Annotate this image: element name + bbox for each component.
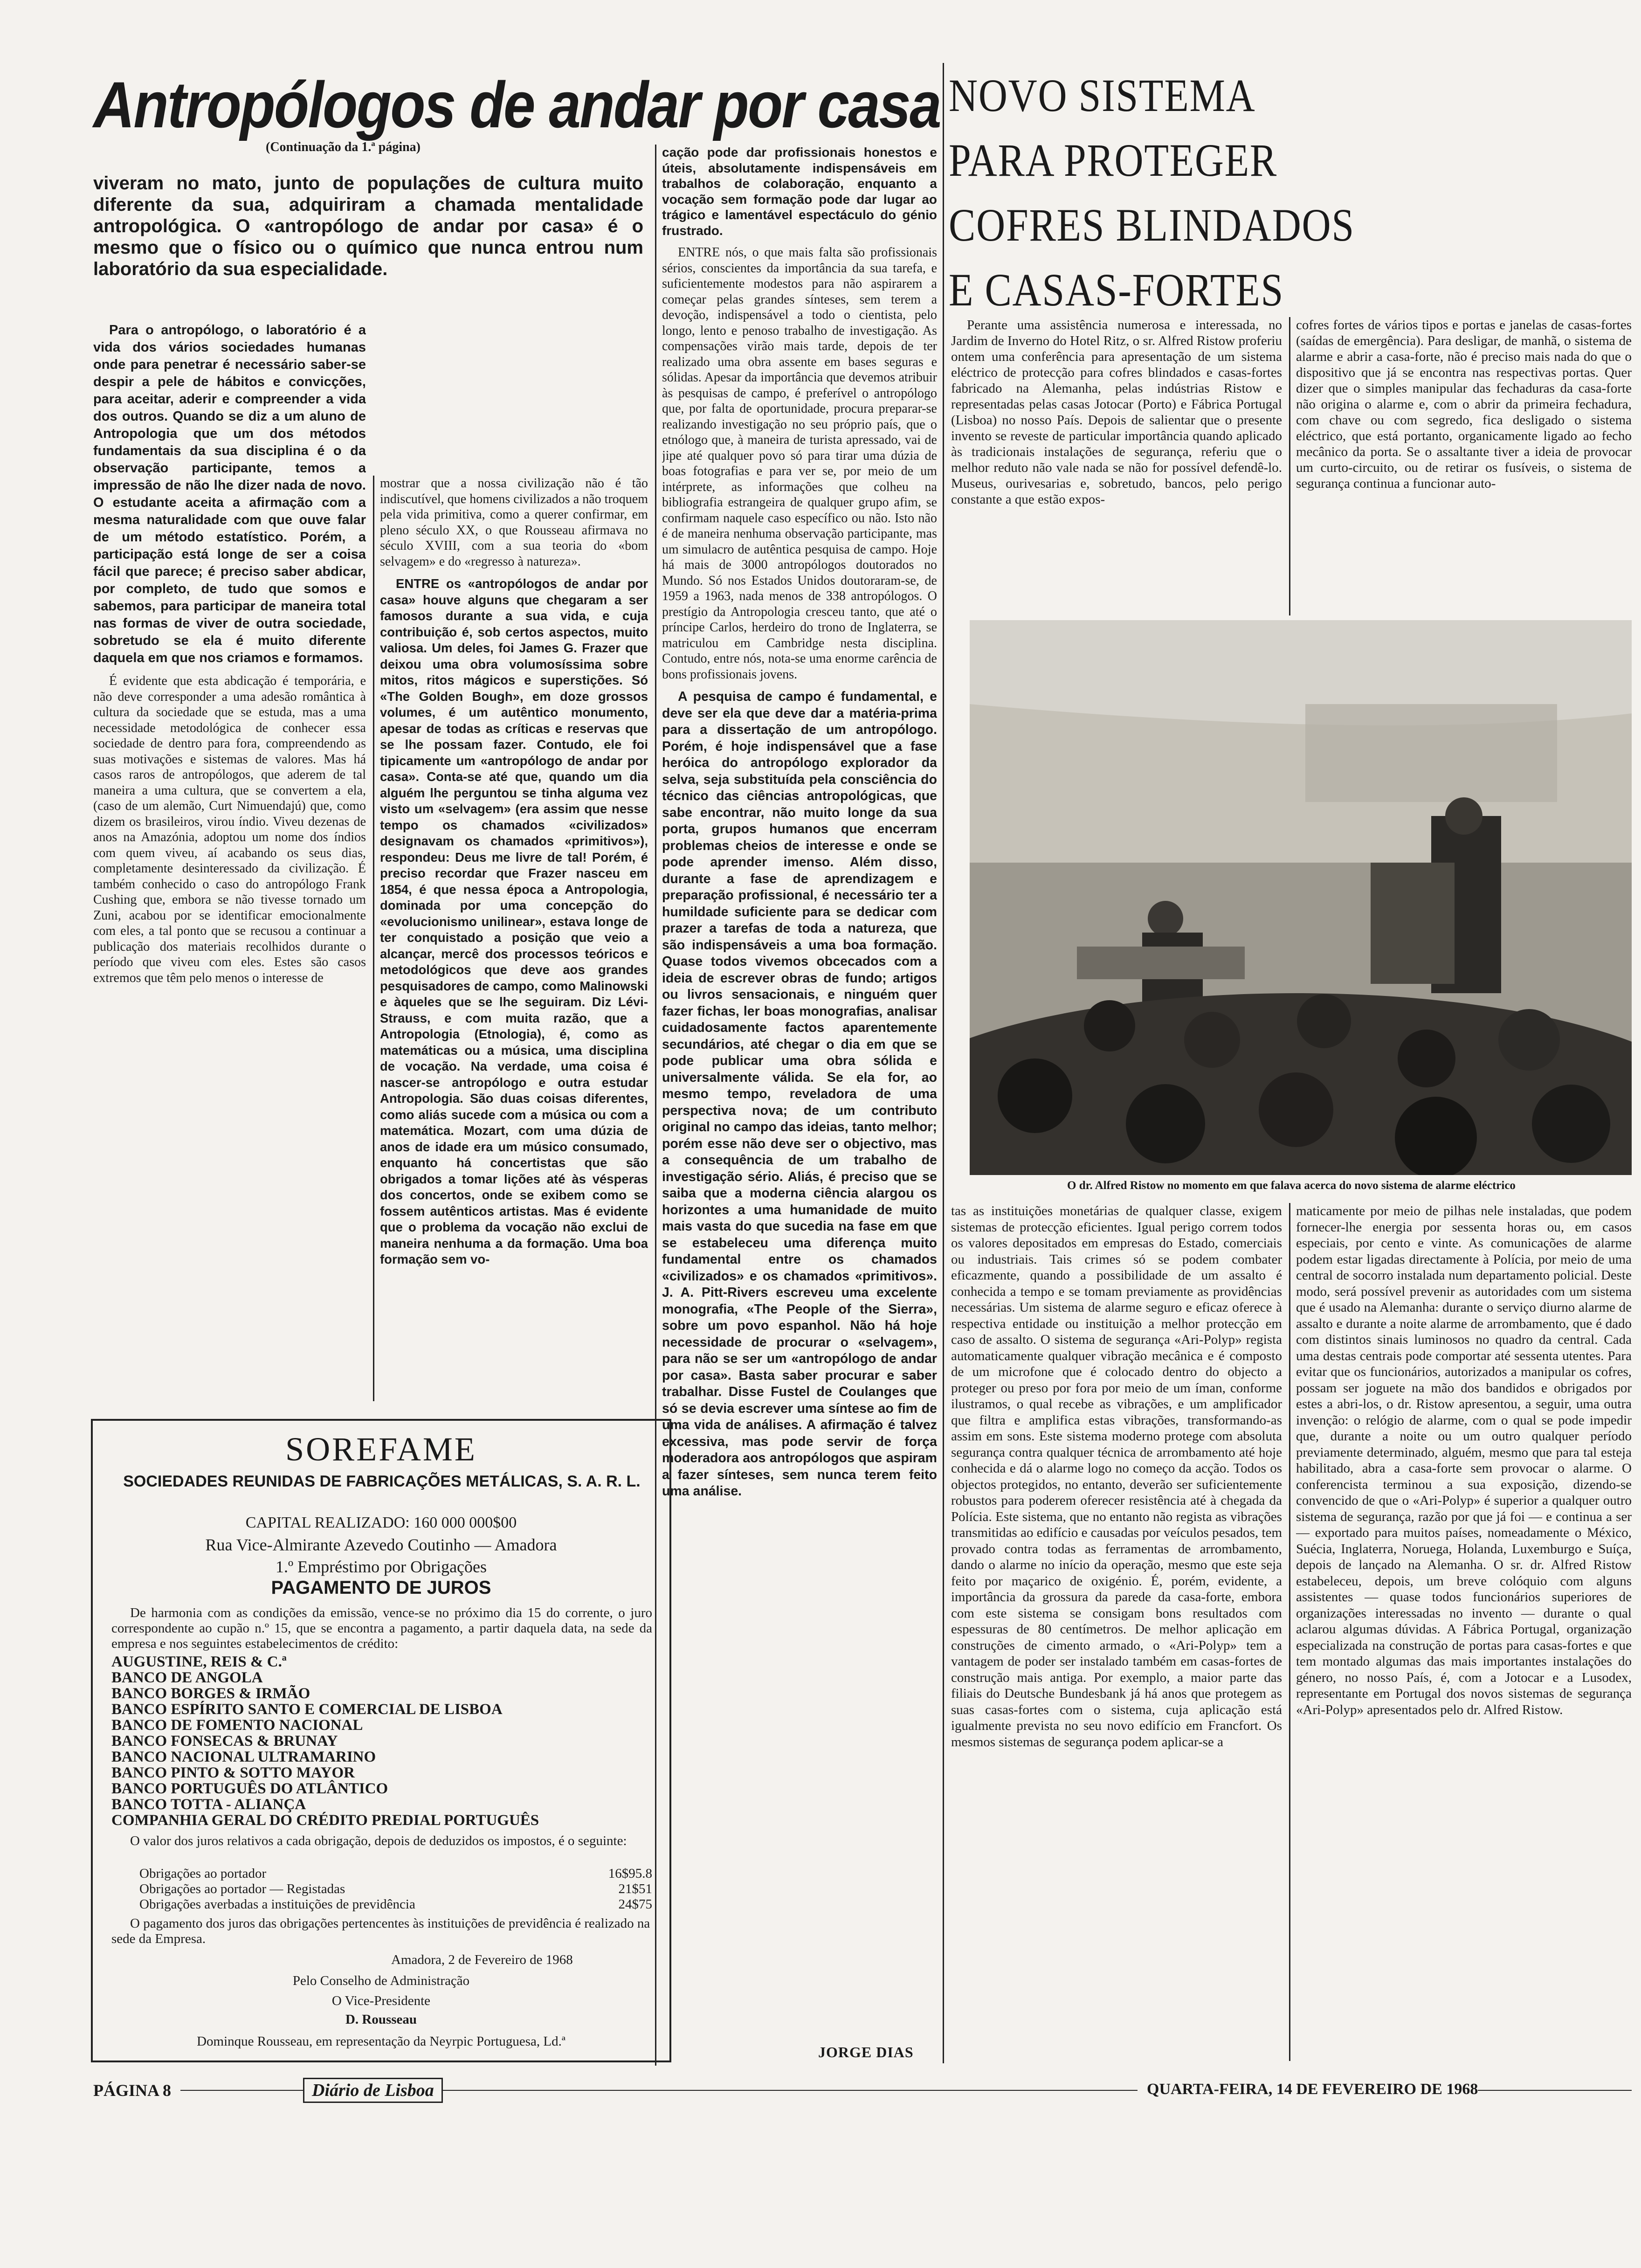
column-divider — [1289, 1203, 1290, 2061]
ad-heading: PAGAMENTO DE JUROS — [271, 1577, 491, 1598]
bank-item: COMPANHIA GERAL DO CRÉDITO PREDIAL PORTUGUÊS — [111, 1812, 539, 1829]
bank-item: BANCO FONSECAS & BRUNAY — [111, 1733, 338, 1749]
ad-loan: 1.º Empréstimo por Obrigações — [275, 1557, 487, 1576]
conference-photo — [970, 620, 1632, 1175]
right-column-b-bottom: maticamente por meio de pilhas nele instaladas, que podem fornecer-lhe energia por sessenta horas ou, em casos especiais, por cento e vinte. As comunicações de alarme podem estar ligadas directamente à Polícia, por meio de uma central de socorro instalada num departamento policial. Deste modo, será possível prevenir as autoridades com um sistema que é usado na Alemanha: durante o serviço diurno alarme de assalto e durante a noite alarme de arrombamento, que é dado com distintos sinais luminosos no quadro da central. Cada uma destas centrais pode comportar até sessenta utentes. Para evitar que os funcionários, autorizados a manipular os cofres, possam ser joguete na mão dos bandidos e obrigados por estes a abri-los, o dr. Ristow apresentou, a seguir, uma outra invenção: o relógio de alarme, com o qual se pode impedir que, durante a noite ou um outro qualquer período previamente determinado, alguém, mesmo que para tal esteja habilitado, abra a casa-forte sem provocar o alarme. O conferencista terminou a sua exposição, dizendo-se convencido de que o «Ari-Polyp» é superior a qualquer outro sistema de segurança, razão por que já foi — e continua a ser — exportado para muitos países, nomeadamente o México, Suécia, Inglaterra, Noruega, Holanda, Luxemburgo e Suíça, depois de lançado na Alemanha. O sr. dr. Alfred Ristow estabeleceu, depois, um breve colóquio com alguns assistentes — quase todos funcionários superiores de organizações interessadas no invento — durante o qual aclarou algumas dúvidas. A Fábrica Portugal, organização especializada na construção de portas para casas-fortes e que tem montado algumas das mais importantes instalações do género, no nosso País, é, com a Jotocar e a Lusodex, representante em Portugal dos novos sistemas de segurança «Ari-Polyp» apresentados pelo dr. Alfred Ristow. — [1296, 1203, 1632, 1717]
ad-interest-table — [139, 1866, 652, 1912]
bank-item: BANCO NACIONAL ULTRAMARINO — [111, 1749, 376, 1765]
photo-caption: O dr. Alfred Ristow no momento em que falava acerca do novo sistema de alarme eléctrico — [1067, 1179, 1516, 1192]
bank-item: BANCO BORGES & IRMÃO — [111, 1685, 310, 1702]
right-column-b-top: cofres fortes de vários tipos e portas e janelas de casas-fortes (saídas de emergência). Para desligar, de manhã, o sistema de alarme e abrir a casa-forte, não é preciso mais nada do que o dispositivo que já se encontra nas respectivas portas. Quer dizer que o simples manipular das fechaduras da casa-forte não origina o alarme e, com o abrir da primeira fechadura, com chave ou com segredo, fica desligado o sistema eléctrico, que está portanto, organicamente ligado ao fecho mecânico da porta. Se o assaltante tiver a ideia de provocar um curto-circuito, ou de retirar os fusíveis, o sistema de segurança continua a funcionar auto- — [1296, 318, 1632, 491]
headline-line: E CASAS-FORTES — [949, 264, 1284, 316]
ad-bank-list — [111, 1654, 652, 1828]
interest-row: Obrigações averbadas a instituições de previdência 24$75 — [139, 1897, 652, 1912]
bank-item: AUGUSTINE, REIS & C.ª — [111, 1653, 287, 1670]
continuation-note: (Continuação da 1.ª página) — [266, 140, 421, 154]
bank-item: BANCO ESPÍRITO SANTO E COMERCIAL DE LISBOA — [111, 1701, 503, 1718]
article-column-2 — [380, 476, 648, 1404]
right-column-a-bottom: tas as instituições monetárias de qualquer classe, exigem sistemas de protecção eficientes. Igual perigo correm todos os valores depositados em empresas do Estado, comerciais ou industriais. Tais crimes só se podem combater eficazmente, quando a possibilidade de um assalto é conhecida a tempo e se tomam previamente as providências necessárias. Um sistema de alarme seguro e eficaz oferece à respectiva entidade ou instituição a melhor protecção em caso de assalto. O sistema de segurança «Ari-Polyp» regista automaticamente qualquer vibração mecânica e é composto de um microfone que é colocado dentro do objecto a proteger ou preso por fora por meio de um íman, conforme ilustramos, o qual recebe as vibrações, e um amplificador que filtra e amplifica estas vibrações, transformando-as assim em sons. Este sistema moderno protege com absoluta segurança contra qualquer técnica de arrombamento até hoje conhecida e dá o alarme logo no começo da acção. Todos os objectos protegidos, no entanto, deverão ser suficientemente robustos para poderem oferecer resistência até à chegada da Polícia. Este sistema, que no entanto não regista as vibrações transmitidas ao edifício e causadas por veículos pesados, tem provado contra todas as ferramentas de arrombamento, dando o alarme no início da operação, mesmo que este seja feito por maçarico de oxigénio. É, porém, evidente, a importância da grossura da parede da casa-forte, embora com este sistema se consigam bons resultados com espessuras de 80 centímetros. De melhor aplicação em construções de cimento armado, o «Ari-Polyp» tem a vantagem de poder ser instalado também em casas-fortes de construção mais antiga. Por exemplo, a maior parte das filiais do Deutsche Bundesbank já há anos que protegem as suas casas-fortes com o sistema, cuja aplicação está igualmente prevista no seu novo edifício em Francfort. Os mesmos sistemas de segurança podem aplicar-se a — [951, 1203, 1282, 1749]
column-3-top-text: cação pode dar profissionais honestos e úteis, absolutamente indispensáveis em trabalhos de colaboração, enquanto a vocação sem formação pode dar lugar ao trágico e lamentável espectáculo do génio frustrado. — [662, 145, 937, 238]
ad-capital: CAPITAL REALIZADO: 160 000 000$00 — [245, 1514, 517, 1531]
ad-representation: Dominque Rousseau, em representação da Neyrpic Portuguesa, Ld.ª — [197, 2034, 565, 2049]
column-divider — [1289, 317, 1290, 615]
ad-signatory: D. Rousseau — [345, 2012, 417, 2027]
bank-item: BANCO PINTO & SOTTO MAYOR — [111, 1764, 355, 1781]
issue-date: QUARTA-FEIRA, 14 DE FEVEREIRO DE 1968 — [1138, 2081, 1478, 2098]
ad-note: O pagamento dos juros das obrigações pertencentes às instituições de previdência é realizado na sede da Empresa. — [111, 1916, 650, 1946]
ad-address: Rua Vice-Almirante Azevedo Coutinho — Amadora — [205, 1535, 557, 1554]
masthead-logo: Diário de Lisboa — [303, 2078, 443, 2103]
article-headline: Antropólogos de andar por casa — [93, 68, 940, 141]
headline-line: NOVO SISTEMA — [949, 69, 1256, 121]
ad-interest-intro: O valor dos juros relativos a cada obrigação, depois de deduzidos os impostos, é o seguinte: — [130, 1833, 627, 1848]
ad-board: Pelo Conselho de Administração — [292, 1973, 470, 1988]
article-column-3 — [662, 145, 937, 2061]
article-intro: viveram no mato, junto de populações de cultura muito diferente da sua, adquiriram a chamada mentalidade antropológica. O «antropólogo de andar por casa» é o mesmo que o físico ou o químico que nunca entrou num laboratório da sua especialidade. — [93, 173, 643, 279]
bank-item: BANCO DE ANGOLA — [111, 1669, 263, 1686]
column-2-bold-text: ENTRE os «antropólogos de andar por casa» houve alguns que chegaram a ser famosos durante a sua vida, e cuja contribuição é, sob certos aspectos, muito valiosa. Um deles, foi James G. Frazer que deixou uma obra volumosíssima sobre mitos, ritos mágicos e superstições. Só «The Golden Bough», em doze grossos volumes, é um autêntico monumento, apesar de todas as críticas e reservas que se lhe possam fazer. Contudo, ele foi tipicamente um «antropólogo de andar por casa». Conta-se até que, quando um dia alguém lhe perguntou se tinha alguma vez visto um «selvagem» (era assim que nesse tempo os chamados «civilizados» designavam os chamados «primitivos»), respondeu: Deus me livre de tal! Porém, é preciso recordar que Frazer nasceu em 1854, é que nessa época a Antropologia, dominada por uma concepção do «evolucionismo unilinear», estava longe de ter conquistado a posição que veio a alcançar, mercê dos processos teóricos e metodológicos que deve aos grandes pesquisadores de campo, como Malinowski e àqueles que se lhe seguiram. Diz Lévi-Strauss, e com muita razão, que a Antropologia (Etnologia), é, como as matemáticas ou a música, uma disciplina de vocação. Na verdade, uma coisa é nascer-se antropólogo e outra estudar Antropologia. São duas coisas diferentes, como aliás sucede com a música ou com a matemática. Mozart, com uma dúzia de anos de idade era um músico consumado, enquanto há concertistas que são obrigados a tomar lições até às vésperas dos concertos, onde se exibem como se fossem autênticos artistas. Mas é evidente que o problema da vocação não exclui de maneira nenhuma a da formação. Uma boa formação sem vo- — [380, 576, 648, 1266]
interest-row: Obrigações ao portador 16$95.8 — [139, 1866, 652, 1881]
column-1-text: É evidente que esta abdicação é temporária, e não deve corresponder a uma adesão romântica à cultura da sociedade que se estuda, mas a uma necessidade metodológica de conhecer essa sociedade de dentro para fora, compreendendo as suas motivações e sistemas de valores. Mas há casos raros de antropólogos, que aderem de tal maneira a uma cultura, que se convertem a ela, (caso de um alemão, Curt Nimuendajú) que, como dizem os brasileiros, virou índio. Viveu dezenas de anos na Amazónia, adoptou um nome dos índios com quem viveu, aí acabando os seus dias, completamente desinteressado da civilização. É também conhecido o caso do antropólogo Frank Cushing que, embora se não tivesse tornado um Zuni, acabou por se identificar emocionalmente com eles, a tal ponto que se recusou a continuar a publicação dos materiais recolhidos durante o período que viveu com eles. Estes são casos extremos que têm pelo menos o interesse de — [93, 674, 366, 985]
article-column-1 — [93, 322, 366, 1401]
page-number: PÁGINA 8 — [93, 2081, 180, 2100]
ad-date: Amadora, 2 de Fevereiro de 1968 — [391, 1952, 573, 1967]
right-column-a-top: Perante uma assistência numerosa e interessada, no Jardim de Inverno do Hotel Ritz, o sr. Alfred Ristow proferiu ontem uma conferência para apresentação de um sistema eléctrico de protecção para cofres blindados e casas-fortes fabricado na Alemanha, pelas indústrias Ristow e representadas pelas casas Jotocar (Porto) e Fábrica Portugal (Lisboa) no nosso País. Depois de salientar que o presente invento se reveste de particular importância quando aplicado às tradicionais instalações de segurança, referiu que o melhor reduto não vale nada se não for possível defendê-lo. Museus, ourivesarias e, sobretudo, bancos, pelo perigo constante a que estão expos- — [951, 318, 1282, 507]
ad-body: De harmonia com as condições da emissão, vence-se no próximo dia 15 do corrente, o juro correspondente ao cupão n.º 15, que se encontra a pagamento, a partir daquela data, na sede da empresa e nos seguintes estabelecimentos de crédito: — [111, 1605, 652, 1651]
sorefame-advertisement — [91, 1419, 671, 2062]
bank-item: BANCO PORTUGUÊS DO ATLÂNTICO — [111, 1780, 388, 1797]
ad-role: O Vice-Presidente — [331, 1993, 431, 2008]
right-article-headline — [949, 63, 1530, 322]
headline-line: PARA PROTEGER — [949, 134, 1277, 186]
ad-company-name: SOREFAME — [285, 1431, 477, 1468]
column-1-bold-text: Para o antropólogo, o laboratório é a vida dos vários sociedades humanas onde para penetrar é necessário saber-se despir a pele de hábitos e convicções, para aceitar, aderir e compreender a vida dos outros. Quando se diz a um aluno de Antropologia que um dos métodos fundamentais da sua disciplina é o da observação participante, temos a impressão de não lhe dizer nada de novo. O estudante aceita a afirmação com a mesma naturalidade com que ouve falar de um método estatístico. Porém, a participação está longe de ser a coisa fácil que parece; é preciso saber abdicar, por completo, de tudo que somos e sabemos, para participar de maneira total nas formas de viver de outra sociedade, sobretudo se ela é muito diferente daquela em que nos criamos e formamos. — [93, 323, 366, 665]
author-signature: JORGE DIAS — [818, 2044, 914, 2061]
headline-line: COFRES BLINDADOS — [949, 199, 1355, 251]
section-divider — [943, 63, 944, 2063]
ad-subtitle: SOCIEDADES REUNIDAS DE FABRICAÇÕES METÁLICAS, S. A. R. L. — [123, 1473, 641, 1490]
interest-row: Obrigações ao portador — Registadas 21$51 — [139, 1881, 652, 1896]
column-3-text: ENTRE nós, o que mais falta são profissionais sérios, conscientes da importância da sua tarefa, e suficientemente modestos para não aspirarem a começar pelas grandes sínteses, sem terem a devoção, indispensável a todo o cientista, pelo longo, lento e penoso trabalho de investigação. As compensações virão mais tarde, depois de ter realizado uma obra assente em bases seguras e sólidas. Apesar da importância que devemos atribuir às pesquisas de campo, é preferível o antropólogo que, por falta de oportunidade, procura preparar-se realizando investigação no seu próprio país, que o etnólogo que, à maneira de turista apressado, vai de jipe até qualquer povo só para tirar uma dúzia de boas fotografias e para ver se, por meio de um intérprete, as informações que colheu na bibliografia estrangeira de qualquer grupo afim, se confirmam naquele caso específico ou não. Isto não é de maneira nenhuma observação participante, mas um simulacro de autêntica pesquisa de campo. Hoje há mais de 3000 antropólogos doutorados no Mundo. Só nos Estados Unidos doutoraram-se, de 1959 a 1963, nada menos de 338 antropólogos. O prestígio da Antropologia cresceu tanto, que até o príncipe Carlos, herdeiro do trono de Inglaterra, se matriculou em Cambridge nesta disciplina. Contudo, entre nós, nota-se uma enorme carência de bons profissionais jovens. — [662, 245, 937, 682]
bank-item: BANCO TOTTA - ALIANÇA — [111, 1796, 306, 1813]
bank-item: BANCO DE FOMENTO NACIONAL — [111, 1717, 363, 1734]
column-2-top-text: mostrar que a nossa civilização não é tão indiscutível, que homens civilizados a não troquem pela vida primitiva, como a querer confirmar, em pleno século XX, o que Rousseau afirmava no século XVIII, com a sua teoria do «bom selvagem» e do «regresso à natureza». — [380, 476, 648, 569]
column-divider — [373, 476, 374, 1401]
photo-illustration — [970, 620, 1632, 1175]
column-3-bold-text: A pesquisa de campo é fundamental, e deve ser ela que deve dar a matéria-prima para a dissertação de um antropólogo. Porém, é hoje indispensável que a fase heróica do antropólogo explorador da selva, seja substituída pela consciência do técnico das ciências antropológicas, que sabe encontrar, não muito longe da sua porta, grupos humanos que encerram problemas cheios de interesse e onde se pode aprender imenso. Além disso, durante a fase de aprendizagem e preparação profissional, é necessário ter a humildade suficiente para se dedicar com prazer a tarefas de toda a natureza, que são indispensáveis a uma boa formação. Quase todos vivemos obcecados com a ideia de escrever obras de fundo; artigos ou livros sensacionais, e ninguém quer fazer fichas, ler boas monografias, analisar cuidadosamente factos aparentemente secundários, até chegar o dia em que se pode publicar uma obra sólida e universalmente válida. Se ela for, ao mesmo tempo, reveladora de uma perspectiva nova; de um contributo original no campo das ideias, tanto melhor; porém esse não deve ser o objectivo, mas a consequência de um trabalho de investigação sério. Aliás, é preciso que se saiba que a moderna ciência alargou os horizontes a uma humanidade de muito mais vasta do que sucedia na fase em que se estabeleceu uma diferença muito fundamental entre os chamados «civilizados» e os chamados «primitivos». J. A. Pitt-Rivers escreveu uma excelente monografia, «The People of the Sierra», sobre um povo espanhol. Não há hoje necessidade de procurar o «selvagem», para não se ser um «antropólogo de andar por casa». Basta saber procurar e saber trabalhar. Disse Fustel de Coulanges que só se devia escrever uma síntese ao fim de uma vida de análises. A afirmação é talvez excessiva, mas pode servir de força moderadora aos antropólogos que aspiram a fazer sínteses, sem nunca terem feito uma análise. — [662, 689, 937, 1499]
